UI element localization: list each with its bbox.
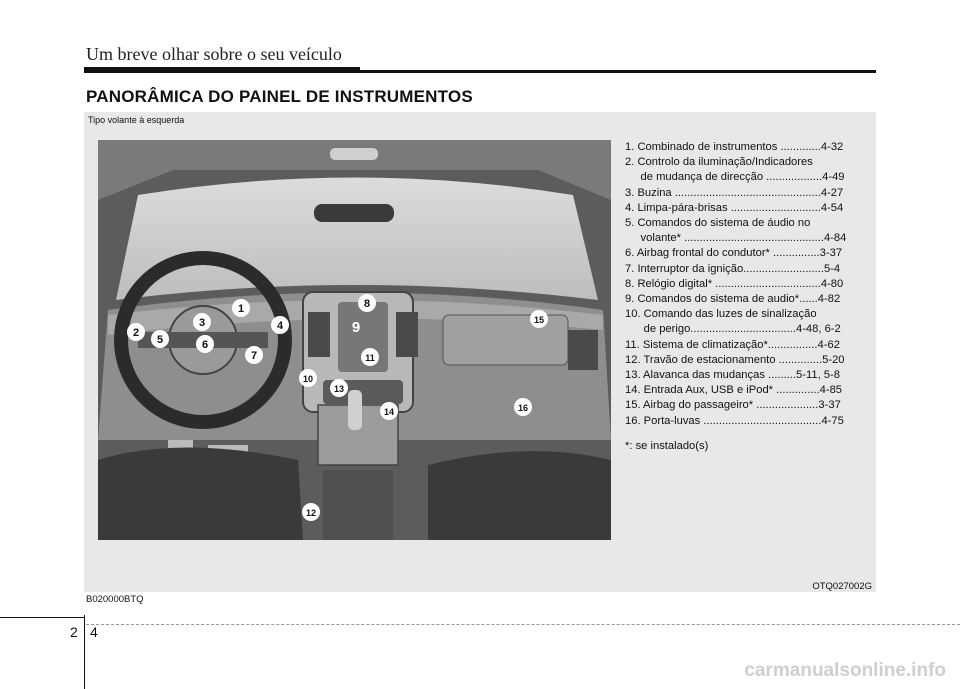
svg-text:5: 5 bbox=[156, 334, 164, 346]
callout-8 bbox=[358, 294, 376, 312]
legend-line: 11. Sistema de climatização*................4-62 bbox=[625, 338, 840, 351]
svg-text:3: 3 bbox=[198, 317, 206, 329]
legend-line: 14. Entrada Aux, USB e iPod* ..............4-85 bbox=[625, 384, 843, 397]
legend-line: de mudança de direcção ..................4-49 bbox=[625, 171, 845, 184]
figure-code: OTQ027002G bbox=[812, 581, 872, 592]
legend-line: 13. Alavanca das mudanças .........5-11, 5-8 bbox=[625, 369, 840, 382]
svg-text:14: 14 bbox=[383, 407, 395, 417]
legend-line: 15. Airbag do passageiro* ....................3-37 bbox=[625, 399, 841, 412]
page-number: 4 bbox=[90, 624, 98, 640]
legend-line: 7. Interruptor da ignição..........................5-4 bbox=[625, 262, 841, 275]
svg-text:16: 16 bbox=[517, 403, 529, 413]
component-legend bbox=[625, 140, 870, 454]
callout-14 bbox=[380, 402, 398, 420]
svg-text:10: 10 bbox=[302, 374, 314, 384]
legend-line: 9. Comandos do sistema de audio*......4-82 bbox=[625, 293, 841, 306]
running-header-title: Um breve olhar sobre o seu veículo bbox=[86, 44, 342, 64]
callout-3 bbox=[193, 313, 211, 331]
header-rule bbox=[84, 70, 876, 73]
legend-line: 12. Travão de estacionamento ..............5-20 bbox=[625, 353, 845, 366]
dashboard-drawing bbox=[98, 140, 611, 540]
legend-line: 16. Porta-luvas ......................................4-75 bbox=[625, 414, 844, 427]
page-rule-horizontal bbox=[0, 617, 84, 618]
callout-9 bbox=[352, 319, 360, 336]
callout-1 bbox=[232, 299, 250, 317]
callout-7 bbox=[245, 346, 263, 364]
page-dashed-rule bbox=[86, 624, 960, 625]
svg-text:12: 12 bbox=[305, 508, 317, 518]
figure-caption: Tipo volante à esquerda bbox=[88, 115, 185, 125]
legend-line: 4. Limpa-pára-brisas .............................4-54 bbox=[625, 201, 844, 214]
callout-16 bbox=[514, 398, 532, 416]
svg-text:7: 7 bbox=[250, 350, 258, 362]
document-code: B020000BTQ bbox=[86, 594, 144, 605]
callout-13 bbox=[330, 379, 348, 397]
callout-11 bbox=[361, 348, 379, 366]
callout-4 bbox=[271, 316, 289, 334]
legend-footnote: *: se instalado(s) bbox=[625, 439, 709, 452]
legend-line: 3. Buzina ...............................................4-27 bbox=[625, 186, 844, 199]
callout-2 bbox=[127, 323, 145, 341]
chapter-number: 2 bbox=[70, 624, 78, 640]
legend-line: 10. Comando das luzes de sinalização bbox=[625, 308, 817, 321]
dashboard-illustration bbox=[98, 140, 611, 540]
legend-line: 5. Comandos do sistema de áudio no bbox=[625, 217, 811, 230]
legend-line: 6. Airbag frontal do condutor* ...............3-37 bbox=[625, 247, 843, 260]
callout-15 bbox=[530, 310, 548, 328]
page-rule-vertical bbox=[84, 615, 85, 689]
svg-text:1: 1 bbox=[237, 303, 245, 315]
svg-text:8: 8 bbox=[363, 298, 371, 310]
legend-line: 1. Combinado de instrumentos .............4-32 bbox=[625, 141, 844, 153]
legend-line: volante* .............................................4-84 bbox=[625, 232, 847, 245]
svg-text:6: 6 bbox=[201, 339, 209, 351]
callout-6 bbox=[196, 335, 214, 353]
legend-line: 8. Relógio digital* ..................................4-80 bbox=[625, 277, 844, 290]
callout-12 bbox=[302, 503, 320, 521]
svg-text:4: 4 bbox=[276, 320, 284, 332]
svg-text:13: 13 bbox=[333, 384, 345, 394]
callout-10 bbox=[299, 369, 317, 387]
callout-5 bbox=[151, 330, 169, 348]
section-title: PANORÂMICA DO PAINEL DE INSTRUMENTOS bbox=[86, 87, 473, 106]
watermark-text: carmanualsonline.info bbox=[744, 660, 946, 681]
svg-text:11: 11 bbox=[365, 353, 375, 363]
svg-text:15: 15 bbox=[533, 315, 545, 325]
svg-text:2: 2 bbox=[132, 327, 140, 339]
legend-line: 2. Controlo da iluminação/Indicadores bbox=[625, 156, 813, 169]
legend-line: de perigo..................................4-48, 6-2 bbox=[625, 323, 841, 336]
svg-text:9: 9 bbox=[351, 319, 361, 336]
